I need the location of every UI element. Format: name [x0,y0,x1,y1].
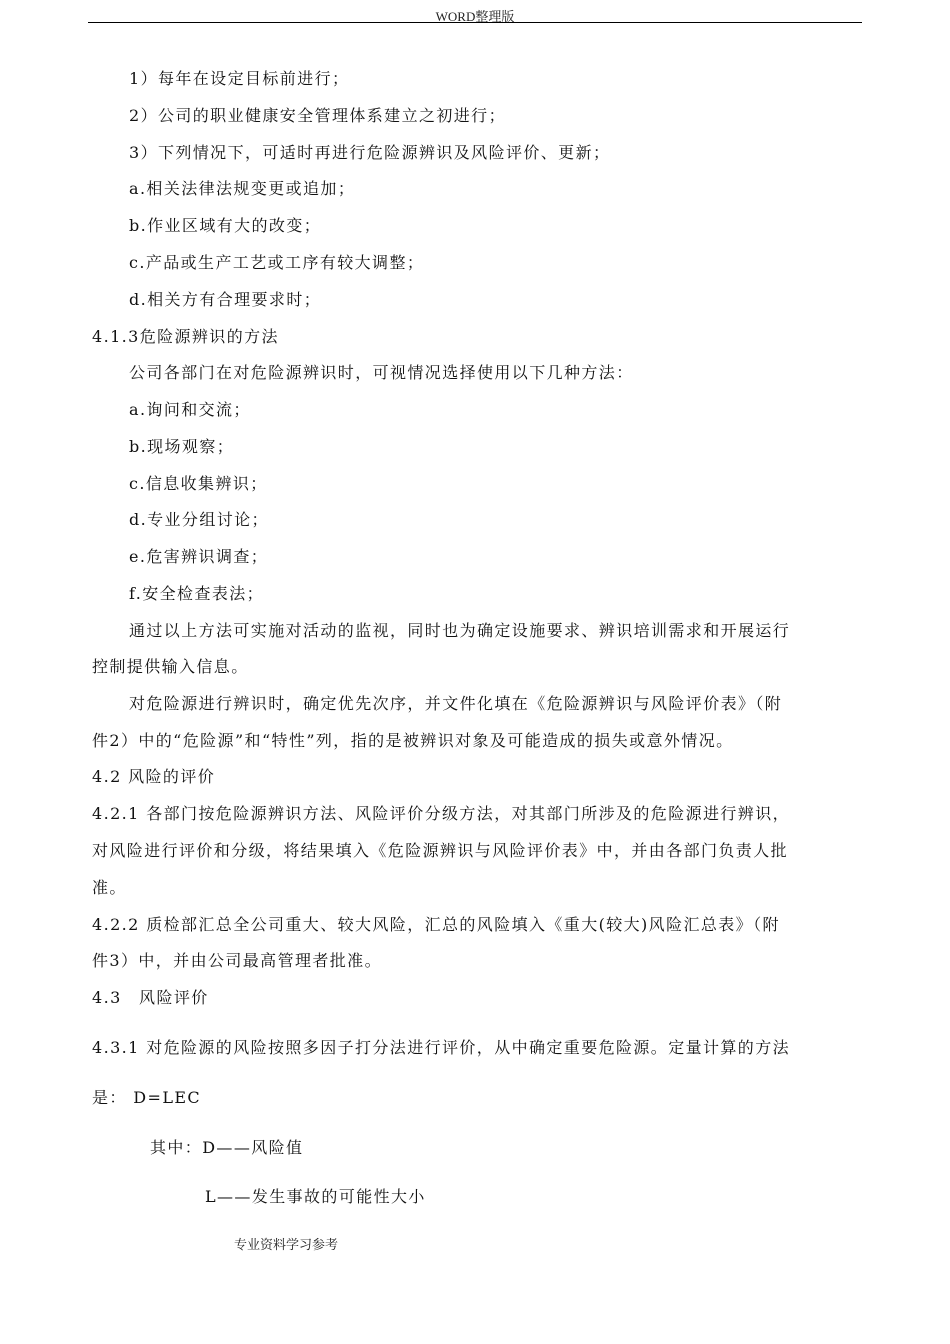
list-item: d.专业分组讨论； [129,510,269,529]
paragraph-line: 4.2.1 各部门按危险源辨识方法、风险评价分级方法，对其部门所涉及的危险源进行辨识， [92,804,790,823]
list-item: a.相关法律法规变更或追加； [129,179,356,198]
paragraph-line: 准。 [92,878,127,897]
paragraph-line: 1）每年在设定目标前进行； [129,69,350,88]
paragraph-line: 4.3.1 对危险源的风险按照多因子打分法进行评价，从中确定重要危险源。定量计算的方法 [92,1038,790,1057]
page-footer: 专业资料学习参考 [234,1237,339,1252]
paragraph-line: 控制提供输入信息。 [92,657,249,676]
paragraph-line: 2）公司的职业健康安全管理体系建立之初进行； [129,106,506,125]
paragraph-line: 公司各部门在对危险源辨识时，可视情况选择使用以下几种方法： [129,363,634,382]
formula-definition: L——发生事故的可能性大小 [205,1187,426,1206]
section-heading: 4.3 风险评价 [92,988,209,1007]
paragraph-line: 对危险源进行辨识时，确定优先次序，并文件化填在《危险源辨识与风险评价表》（附 [129,694,783,713]
list-item: e.危害辨识调查； [129,547,269,566]
list-item: c.产品或生产工艺或工序有较大调整； [129,253,425,272]
list-item: b.作业区域有大的改变； [129,216,322,235]
header-rule [88,22,862,23]
list-item: d.相关方有合理要求时； [129,290,322,309]
list-item: a.询问和交流； [129,400,251,419]
section-heading: 4.2 风险的评价 [92,767,216,786]
formula-line: 是： D=LEC [92,1088,202,1107]
paragraph-line: 4.2.2 质检部汇总全公司重大、较大风险，汇总的风险填入《重大(较大)风险汇总表》（附 [92,915,780,934]
section-heading: 4.1.3危险源辨识的方法 [92,327,279,346]
paragraph-line: 3）下列情况下，可适时再进行危险源辨识及风险评价、更新； [129,143,611,162]
page-header-title: WORD整理版 [435,9,515,24]
paragraph-line: 件3）中，并由公司最高管理者批准。 [92,951,382,970]
formula-definition: 其中：D——风险值 [150,1138,304,1157]
list-item: b.现场观察； [129,437,235,456]
list-item: f.安全检查表法； [129,584,265,603]
paragraph-line: 对风险进行评价和分级，将结果填入《危险源辨识与风险评价表》中，并由各部门负责人批 [92,841,789,860]
paragraph-line: 通过以上方法可实施对活动的监视，同时也为确定设施要求、辨识培训需求和开展运行 [129,621,791,640]
paragraph-line: 件2）中的“危险源”和“特性”列，指的是被辨识对象及可能造成的损失或意外情况。 [92,731,734,750]
list-item: c.信息收集辨识； [129,474,268,493]
